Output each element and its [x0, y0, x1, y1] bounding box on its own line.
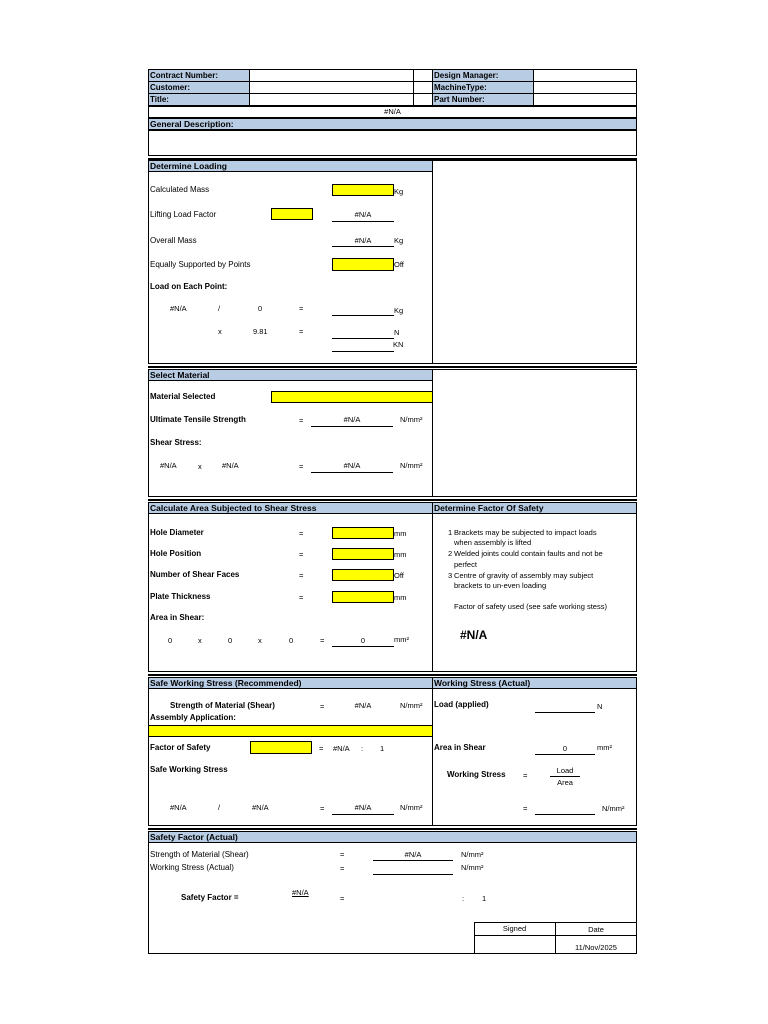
- factor-item-3-text: Centre of gravity of assembly may subject: [454, 571, 594, 580]
- date-value: 11/Nov/2025: [575, 943, 617, 952]
- factor-of-safety-value: #N/A: [460, 628, 488, 642]
- shear-stress-label: Shear Stress:: [150, 438, 202, 447]
- assembly-application-label: Assembly Application:: [150, 713, 236, 722]
- calculated-mass-label: Calculated Mass: [150, 185, 210, 194]
- sf-strength-value: #N/A: [404, 850, 422, 859]
- shear-value-b: #N/A: [222, 461, 239, 470]
- ratio-colon: :: [361, 744, 364, 753]
- multiply-symbol: x: [218, 327, 222, 336]
- part-number-label: Part Number:: [434, 95, 485, 104]
- factor-item-2-num: 2: [448, 549, 453, 558]
- sws-result: #N/A: [354, 803, 372, 812]
- mm-unit: mm: [394, 593, 407, 602]
- calculated-mass-input[interactable]: [332, 184, 394, 196]
- lifting-load-result: #N/A: [354, 210, 372, 219]
- mm-unit: mm: [394, 550, 407, 559]
- equals-symbol: =: [319, 744, 324, 753]
- factor-of-safety-label: Factor of Safety: [150, 743, 211, 752]
- equals-symbol: =: [320, 804, 325, 813]
- divide-symbol: /: [218, 304, 221, 313]
- stress-unit: N/mm²: [461, 850, 484, 859]
- assembly-application-select[interactable]: [148, 725, 433, 737]
- hole-position-input[interactable]: [332, 548, 394, 560]
- plate-thickness-input[interactable]: [332, 591, 394, 603]
- shear-value-a: #N/A: [160, 461, 177, 470]
- material-selected-label: Material Selected: [150, 392, 216, 401]
- equals-symbol: =: [299, 529, 304, 538]
- equals-symbol: =: [523, 771, 528, 780]
- area-result: 0: [360, 636, 366, 645]
- overall-mass-label: Overall Mass: [150, 236, 197, 245]
- ratio-one: 1: [380, 744, 385, 753]
- mm2-unit: mm²: [597, 743, 612, 752]
- title-field[interactable]: [250, 94, 413, 105]
- uts-unit: N/mm²: [400, 415, 423, 424]
- uts-label: Ultimate Tensile Strength: [150, 415, 246, 424]
- load-applied-label: Load (applied): [434, 700, 489, 709]
- overall-mass-value: #N/A: [354, 236, 372, 245]
- lifting-load-factor-input[interactable]: [271, 208, 313, 220]
- part-number-field[interactable]: [534, 94, 636, 105]
- design-manager-field[interactable]: [534, 70, 636, 81]
- equals-symbol: =: [299, 550, 304, 559]
- area-in-shear-label: Area in Shear:: [150, 613, 205, 622]
- shear-faces-label: Number of Shear Faces: [150, 570, 240, 579]
- equals-symbol: =: [320, 636, 325, 645]
- points-value: 0: [258, 304, 263, 313]
- factor-item-3-num: 3: [448, 571, 453, 580]
- multiply-symbol: x: [258, 636, 262, 645]
- safety-factor-value: #N/A: [292, 888, 309, 897]
- factor-used-label: Factor of safety used (see safe working stess): [454, 602, 607, 611]
- area-factor-a: 0: [168, 636, 173, 645]
- kg-unit: Kg: [394, 306, 404, 315]
- load-numerator: Load: [556, 766, 574, 775]
- hole-position-label: Hole Position: [150, 549, 202, 558]
- general-description-field[interactable]: [148, 130, 637, 156]
- gravity-value: 9.81: [253, 327, 268, 336]
- sf-strength-label: Strength of Material (Shear): [150, 850, 249, 859]
- area-denominator: Area: [557, 778, 573, 787]
- equals-symbol: =: [299, 304, 304, 313]
- factor-of-safety-select[interactable]: [250, 741, 312, 754]
- load-mass-value: #N/A: [170, 304, 187, 313]
- multiply-symbol: x: [198, 462, 202, 471]
- machine-type-field[interactable]: [534, 82, 636, 93]
- material-section: [148, 369, 637, 497]
- equals-symbol: =: [320, 702, 325, 711]
- equals-symbol: =: [299, 416, 304, 425]
- hole-diameter-input[interactable]: [332, 527, 394, 539]
- mm-unit: mm: [394, 529, 407, 538]
- factor-heading: Determine Factor Of Safety: [432, 502, 637, 514]
- sws-value-b: #N/A: [252, 803, 269, 812]
- equals-symbol: =: [340, 850, 345, 859]
- title-value: #N/A: [384, 107, 401, 116]
- header-divider: [413, 69, 433, 106]
- design-manager-label: Design Manager:: [434, 71, 499, 80]
- divide-symbol: /: [218, 803, 221, 812]
- ratio-one: 1: [482, 894, 487, 903]
- strength-shear-value: #N/A: [354, 701, 372, 710]
- off-unit: Off: [394, 571, 404, 580]
- ratio-colon: :: [462, 894, 465, 903]
- factor-item-1-text: Brackets may be subjected to impact loads: [454, 528, 597, 537]
- factor-item-1-num: 1: [448, 528, 453, 537]
- lifting-load-factor-label: Lifting Load Factor: [150, 210, 217, 219]
- material-select[interactable]: [271, 391, 433, 403]
- kilonewton-unit: KN: [393, 340, 404, 349]
- contract-number-label: Contract Number:: [150, 71, 219, 80]
- stress-unit: N/mm²: [461, 863, 484, 872]
- stress-unit: N/mm²: [400, 701, 423, 710]
- loading-heading: Determine Loading: [148, 160, 433, 172]
- customer-field[interactable]: [250, 82, 413, 93]
- shear-stress-value: #N/A: [343, 461, 361, 470]
- signature-field[interactable]: [475, 936, 555, 953]
- factor-item-1-text2: when assembly is lifted: [454, 538, 532, 547]
- material-heading: Select Material: [148, 369, 433, 381]
- plate-thickness-label: Plate Thickness: [150, 592, 211, 601]
- equals-symbol: =: [340, 864, 345, 873]
- ws-heading: Working Stress (Actual): [432, 677, 637, 689]
- ws-area-in-shear-label: Area in Shear: [434, 743, 486, 752]
- stress-unit: N/mm²: [602, 804, 625, 813]
- strength-shear-label: Strength of Material (Shear): [170, 701, 275, 710]
- mm2-unit: mm²: [394, 635, 409, 644]
- off-unit: Off: [394, 260, 404, 269]
- area-heading: Calculate Area Subjected to Shear Stress: [148, 502, 433, 514]
- newton-unit: N: [597, 702, 603, 711]
- safety-factor-label: Safety Factor =: [181, 893, 239, 902]
- sf-heading: Safety Factor (Actual): [148, 831, 637, 843]
- hole-diameter-label: Hole Diameter: [150, 528, 204, 537]
- equals-symbol: =: [299, 327, 304, 336]
- area-factor-c: 0: [289, 636, 294, 645]
- equals-symbol: =: [523, 804, 528, 813]
- load-each-point-label: Load on Each Point:: [150, 282, 228, 291]
- uts-value: #N/A: [343, 415, 361, 424]
- signed-label: Signed: [502, 924, 527, 933]
- equals-symbol: =: [299, 571, 304, 580]
- support-points-input[interactable]: [332, 258, 394, 271]
- kg-unit: Kg: [394, 236, 404, 245]
- fos-value: #N/A: [333, 744, 350, 753]
- working-stress-label: Working Stress: [447, 770, 506, 779]
- sws-heading: Safe Working Stress (Recommended): [148, 677, 433, 689]
- equals-symbol: =: [340, 894, 345, 903]
- factor-item-2-text2: perfect: [454, 560, 477, 569]
- title-label: Title:: [150, 95, 169, 104]
- shear-faces-input[interactable]: [332, 569, 394, 581]
- general-description-label: General Description:: [148, 118, 637, 130]
- shear-stress-unit: N/mm²: [400, 461, 423, 470]
- sf-working-stress-label: Working Stress (Actual): [150, 863, 234, 872]
- equals-symbol: =: [299, 593, 304, 602]
- equally-supported-label: Equally Supported by Points: [150, 260, 251, 269]
- machine-type-label: MachineType:: [434, 83, 487, 92]
- date-label: Date: [588, 925, 604, 934]
- factor-item-2-text: Welded joints could contain faults and not be: [454, 549, 603, 558]
- equals-symbol: =: [299, 462, 304, 471]
- sws-value-a: #N/A: [170, 803, 187, 812]
- kg-unit: Kg: [394, 187, 404, 196]
- factor-item-3-text2: brackets to un-even loading: [454, 581, 547, 590]
- contract-number-field[interactable]: [250, 70, 413, 81]
- ws-area-value: 0: [562, 744, 568, 753]
- stress-unit: N/mm²: [400, 803, 423, 812]
- customer-label: Customer:: [150, 83, 191, 92]
- safe-working-stress-label: Safe Working Stress: [150, 765, 228, 774]
- newton-unit: N: [394, 328, 400, 337]
- multiply-symbol: x: [198, 636, 202, 645]
- area-factor-b: 0: [228, 636, 233, 645]
